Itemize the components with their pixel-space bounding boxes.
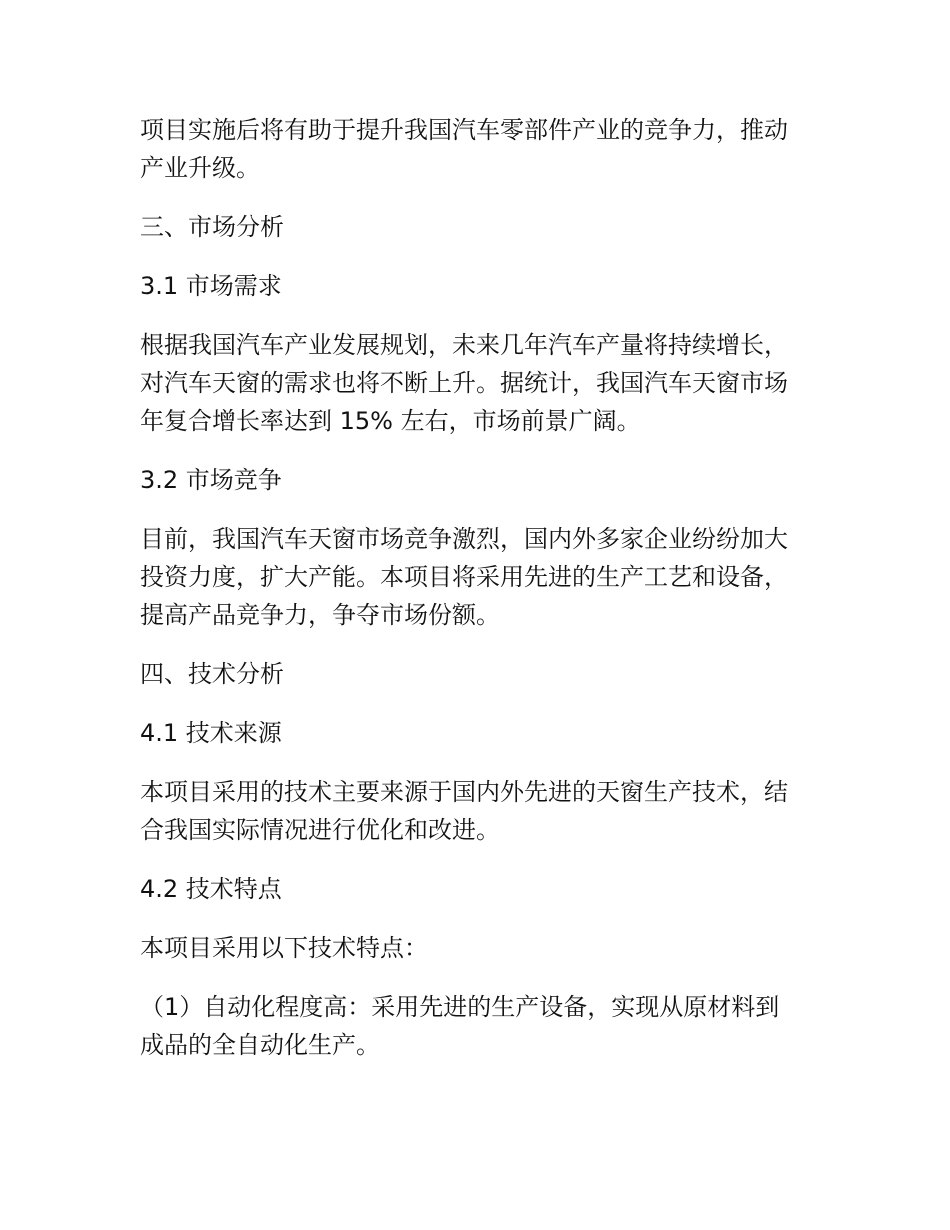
text-line: 项目实施后将有助于提升我国汽车零部件产业的竞争力，推动 bbox=[140, 116, 788, 144]
paragraph-technology-source bbox=[140, 773, 820, 849]
heading-text: 3.1 市场需求 bbox=[140, 272, 282, 300]
heading-text: 4.2 技术特点 bbox=[140, 875, 282, 903]
paragraph-industry-impact bbox=[140, 111, 820, 187]
text-line: 产业升级。 bbox=[140, 154, 260, 182]
text-line: （1）自动化程度高：采用先进的生产设备，实现从原材料到 bbox=[140, 993, 780, 1021]
text-line: 本项目采用的技术主要来源于国内外先进的天窗生产技术，结 bbox=[140, 778, 788, 806]
paragraph-market-demand bbox=[140, 326, 820, 440]
section-heading-market-analysis bbox=[140, 208, 820, 246]
heading-text: 4.1 技术来源 bbox=[140, 719, 282, 747]
text-line: 年复合增长率达到 15% 左右，市场前景广阔。 bbox=[140, 407, 641, 435]
subheading-market-demand bbox=[140, 267, 820, 305]
text-line: 目前，我国汽车天窗市场竞争激烈，国内外多家企业纷纷加大 bbox=[140, 525, 788, 553]
heading-text: 3.2 市场竞争 bbox=[140, 466, 282, 494]
heading-text: 四、技术分析 bbox=[140, 660, 284, 688]
document-body bbox=[140, 111, 820, 1064]
text-line: 合我国实际情况进行优化和改进。 bbox=[140, 816, 500, 844]
text-line: 根据我国汽车产业发展规划，未来几年汽车产量将持续增长， bbox=[140, 331, 788, 359]
paragraph-market-competition bbox=[140, 520, 820, 634]
text-line: 投资力度，扩大产能。本项目将采用先进的生产工艺和设备， bbox=[140, 563, 788, 591]
list-item-automation bbox=[140, 988, 820, 1064]
heading-text: 三、市场分析 bbox=[140, 213, 284, 241]
subheading-market-competition bbox=[140, 461, 820, 499]
text-line: 成品的全自动化生产。 bbox=[140, 1031, 380, 1059]
paragraph-technology-features-intro bbox=[140, 929, 820, 967]
text-line: 本项目采用以下技术特点： bbox=[140, 934, 428, 962]
subheading-technology-source bbox=[140, 714, 820, 752]
text-line: 对汽车天窗的需求也将不断上升。据统计，我国汽车天窗市场 bbox=[140, 369, 788, 397]
text-line: 提高产品竞争力，争夺市场份额。 bbox=[140, 601, 500, 629]
subheading-technology-features bbox=[140, 870, 820, 908]
section-heading-technical-analysis bbox=[140, 655, 820, 693]
